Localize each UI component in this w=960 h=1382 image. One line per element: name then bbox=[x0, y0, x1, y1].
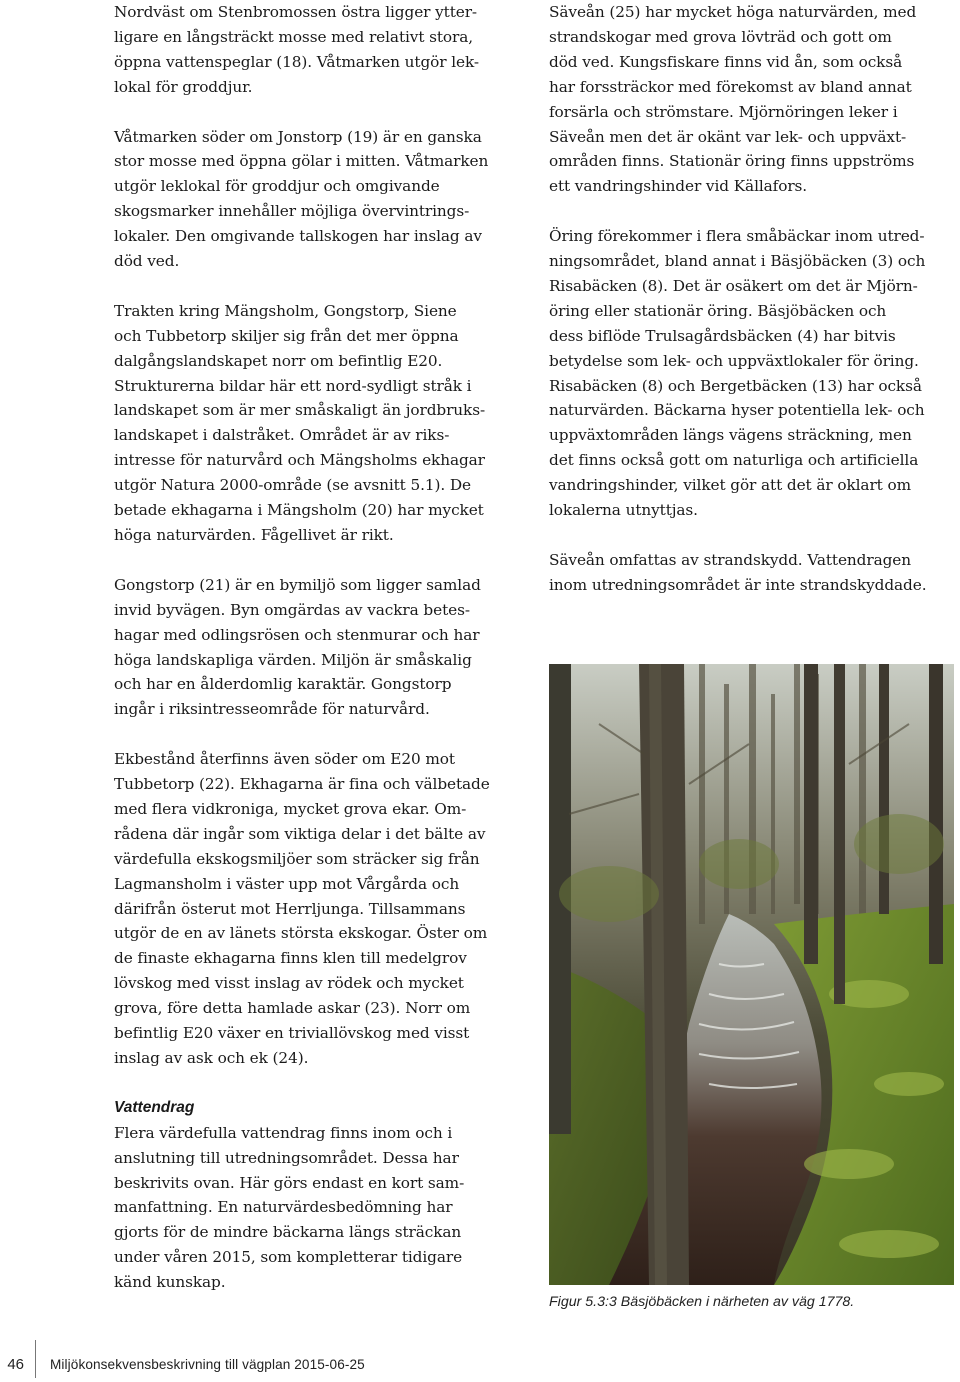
section-heading-vattendrag: Vattendrag bbox=[114, 1098, 195, 1116]
left-column bbox=[114, 0, 524, 1295]
paragraph-strandskydd: Säveån omfattas av strandskydd. Vattendragen inom utredningsområdet är inte strandskyddade. bbox=[549, 550, 927, 594]
figure-caption: Figur 5.3:3 Bäsjöbäcken i närheten av väg 1778. bbox=[549, 1294, 855, 1310]
paragraph-gongstorp: Gongstorp (21) är en bymiljö som ligger samlad invid byvägen. Byn omgärdas av vackra betes- hagar med odlingsrösen och stenmurar och har höga landskapliga värden. Miljön är småskalig och har en ålderdomlig karaktär. Gongstorp ingår i riksintresseområde för naturvård. bbox=[114, 575, 481, 719]
paragraph-oring: Öring förekommer i flera småbäckar inom utred- ningsområdet, bland annat i Bäsjöbäcken (3) och Risabäcken (8). Det är osäkert om det är Mjörn- öring eller stationär öring. Bäsjöbäcken och dess biflöde Trulsagårdsbäcken (4) har bitvis betydelse som lek- och uppväxtlokaler för öring. Risabäcken (8) och Bergetbäcken (13) har också naturvärden. Bäckarna hyser potentiella lek- och uppväxtområden längs vägens sträckning, men det finns också gott om naturliga och artificiella vandringshinder, vilket gör att det är oklart om lokalerna utnyttjas. bbox=[549, 227, 926, 520]
paragraph-saveaan: Säveån (25) har mycket höga naturvärden, med strandskogar med grova lövträd och gott om död ved. Kungsfiskare finns vid ån, som också har forssträckor med förekomst av bland annat forsärla och strömstare. Mjörnöringen leker i Säveån men det är okänt var lek- och uppväxt- områden finns. Stationär öring finns uppströms ett vandringshinder vid Källafors. bbox=[549, 3, 917, 196]
photo-basjobacken bbox=[549, 664, 954, 1285]
footer-title: Miljökonsekvensbeskrivning till vägplan 2015-06-25 bbox=[50, 1357, 365, 1372]
paragraph-mangsholm: Trakten kring Mängsholm, Gongstorp, Siene och Tubbetorp skiljer sig från det mer öppna dalgångslandskapet norr om befintlig E20. Strukturerna bildar här ett nord-sydligt stråk i landskapet som är mer småskaligt än jordbruks- landskapet i dalstråket. Området är av riks- intresse för naturvård och Mängsholms ekhagar utgör Natura 2000-område (se avsnitt 5.1). De betade ekhagarna i Mängsholm (20) har mycket höga naturvärden. Fågellivet är rikt. bbox=[114, 301, 486, 544]
paragraph-ekbestand: Ekbestånd återfinns även söder om E20 mot Tubbetorp (22). Ekhagarna är fina och välbetade med flera vidkroniga, mycket grova ekar. Om- rådena där ingår som viktiga delar i det bälte av värdefulla ekskogsmiljöer som sträcker sig från Lagmansholm i väster upp mot Vårgårda och därifrån österut mot Herrljunga. Tillsammans utgör de en av länets största ekskogar. Öster om de finaste ekhagarna finns klen till medelgrov lövskog med visst inslag av rödek och mycket grova, före detta hamlade askar (23). Norr om befintlig E20 växer en triviallövskog med visst inslag av ask och ek (24). bbox=[114, 750, 490, 1067]
right-column bbox=[549, 0, 959, 598]
paragraph-stenbromossen: Nordväst om Stenbromossen östra ligger ytter- ligare en långsträckt mosse med relativt stora, öppna vattenspeglar (18). Våtmarken utgör lek- lokal för groddjur. bbox=[114, 3, 479, 96]
paragraph-vattendrag: Flera värdefulla vattendrag finns inom och i anslutning till utredningsområdet. Dessa har beskrivits ovan. Här görs endast en kort sam- manfattning. En naturvärdesbedömning har gjorts för de mindre bäckarna längs sträckan under våren 2015, som kompletterar tidigare känd kunskap. bbox=[114, 1123, 465, 1292]
page-number: 46 bbox=[7, 1356, 24, 1373]
paragraph-jonstorp: Våtmarken söder om Jonstorp (19) är en ganska stor mosse med öppna gölar i mitten. Våtmarken utgör leklokal för groddjur och omgivande skogsmarker innehåller möjliga övervintrings- lokaler. Den omgivande tallskogen har inslag av död ved. bbox=[114, 127, 489, 271]
footer-divider bbox=[35, 1340, 36, 1378]
forest-stream-illustration bbox=[549, 664, 954, 1285]
